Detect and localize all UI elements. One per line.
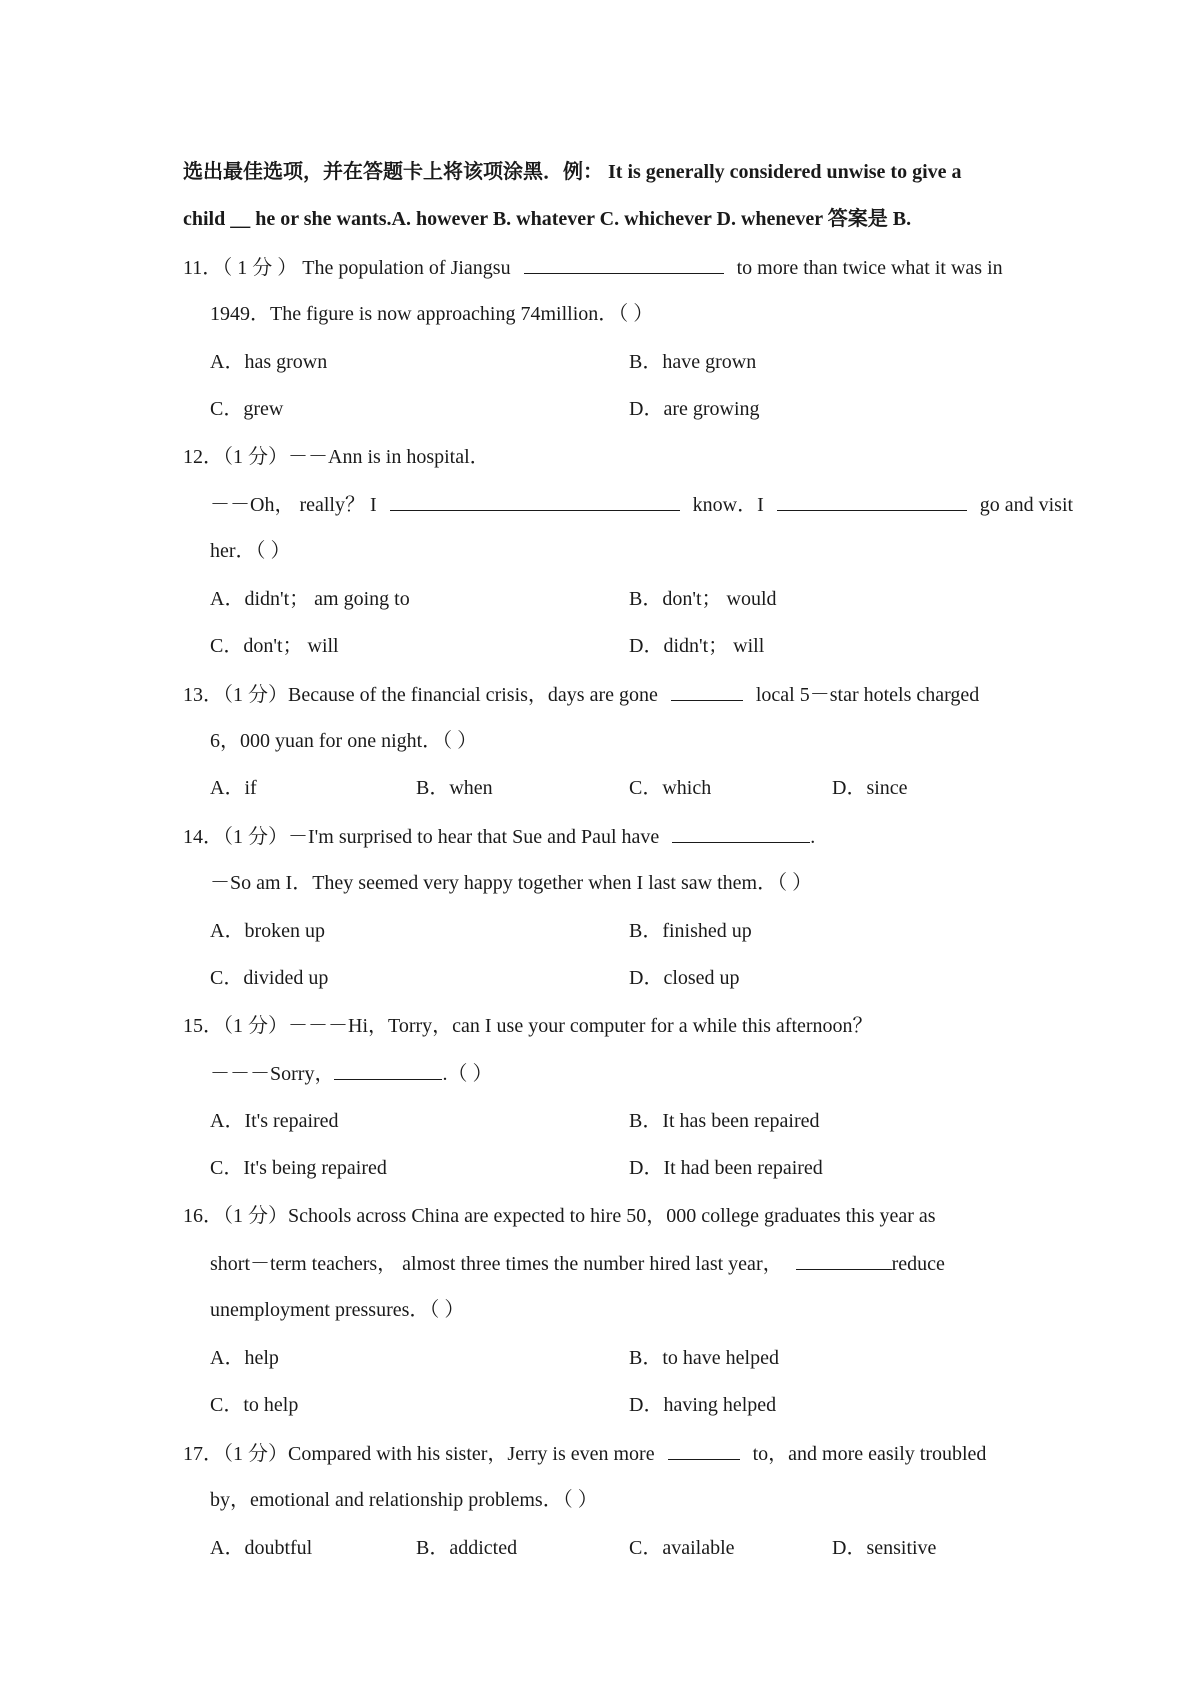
question-12-option-d[interactable]: D．didn't； will — [629, 635, 765, 657]
question-17-option-a[interactable]: A．doubtful — [210, 1537, 313, 1559]
answer-blank — [334, 1061, 442, 1080]
question-score: （1 分） — [223, 1015, 288, 1037]
question-number: 14． — [183, 826, 223, 848]
question-15-option-b[interactable]: B．It has been repaired — [629, 1110, 820, 1132]
instruction-line-2: child __ he or she wants.A. however B. whatever C. whichever D. whenever 答案是 B. — [183, 208, 912, 230]
question-number: 17． — [183, 1443, 223, 1465]
question-14-option-a[interactable]: A．broken up — [210, 920, 325, 942]
question-score: （ 1 分 ） — [222, 257, 298, 279]
question-11-option-b[interactable]: B．have grown — [629, 351, 757, 373]
answer-blank — [796, 1251, 892, 1270]
question-16-option-d[interactable]: D．having helped — [629, 1394, 777, 1416]
question-score: （1 分） — [223, 446, 288, 468]
question-14-line-2: －So am I．They seemed very happy together when I last saw them．（ ） — [210, 872, 813, 894]
question-15-option-a[interactable]: A．It's repaired — [210, 1110, 339, 1132]
answer-blank — [524, 255, 724, 274]
question-text: Compared with his sister，Jerry is even more — [288, 1443, 655, 1465]
question-number: 13． — [183, 684, 223, 706]
question-score: （1 分） — [223, 826, 288, 848]
question-15-option-c[interactable]: C．It's being repaired — [210, 1157, 387, 1179]
question-13-option-c[interactable]: C．which — [629, 777, 712, 799]
question-11-option-d[interactable]: D．are growing — [629, 398, 760, 420]
question-15-option-d[interactable]: D．It had been repaired — [629, 1157, 823, 1179]
question-text: short－term teachers， almost three times the number hired last year， — [210, 1253, 783, 1275]
question-13-option-d[interactable]: D．since — [832, 777, 908, 799]
question-16-option-a[interactable]: A．help — [210, 1347, 279, 1369]
question-number: 15． — [183, 1015, 223, 1037]
question-text: Schools across China are expected to hire 50，000 college graduates this year as — [288, 1205, 936, 1227]
question-text: －I'm surprised to hear that Sue and Paul have — [288, 826, 660, 848]
question-12-option-b[interactable]: B．don't； would — [629, 588, 777, 610]
question-text: －－－Sorry， — [210, 1063, 335, 1085]
question-text: to more than twice what it was in — [736, 257, 1003, 279]
question-text: Because of the financial crisis，days are gone — [288, 684, 658, 706]
question-text: －－Oh， really？ I — [210, 494, 377, 516]
question-text: .（ ） — [442, 1063, 493, 1085]
question-11-option-a[interactable]: A．has grown — [210, 351, 328, 373]
question-12-line-3: her．（ ） — [210, 540, 291, 562]
question-13-option-b[interactable]: B．when — [416, 777, 493, 799]
answer-blank — [390, 492, 680, 511]
answer-blank — [672, 824, 810, 843]
question-text: －－－Hi，Torry，can I use your computer for a while this afternoon？ — [288, 1015, 873, 1037]
instruction-line-1: 选出最佳选项，并在答题卡上将该项涂黑．例： It is generally considered unwise to give a — [183, 161, 962, 183]
question-text: know．I — [692, 494, 764, 516]
question-16-line-1 — [183, 1204, 936, 1228]
question-16-line-2 — [210, 1251, 945, 1276]
question-17-option-c[interactable]: C．available — [629, 1537, 735, 1559]
question-14-option-b[interactable]: B．finished up — [629, 920, 752, 942]
question-text: . — [810, 826, 816, 848]
question-16-option-b[interactable]: B．to have helped — [629, 1347, 779, 1369]
question-11-line-2: 1949．The figure is now approaching 74million．（ ） — [210, 303, 654, 325]
question-text: local 5－star hotels charged — [755, 684, 980, 706]
question-score: （1 分） — [223, 1205, 288, 1227]
question-17-line-1 — [183, 1441, 986, 1466]
question-12-line-2 — [210, 492, 1073, 517]
question-14-option-d[interactable]: D．closed up — [629, 967, 740, 989]
question-text: reduce — [891, 1253, 945, 1275]
question-12-option-c[interactable]: C．don't； will — [210, 635, 339, 657]
question-15-line-2 — [210, 1061, 492, 1086]
question-14-option-c[interactable]: C．divided up — [210, 967, 329, 989]
answer-blank — [668, 1441, 740, 1460]
question-text: The population of Jiangsu — [302, 257, 511, 279]
question-number: 12． — [183, 446, 223, 468]
answer-blank — [777, 492, 967, 511]
question-17-option-d[interactable]: D．sensitive — [832, 1537, 937, 1559]
question-score: （1 分） — [223, 1443, 288, 1465]
question-11-option-c[interactable]: C．grew — [210, 398, 284, 420]
question-13-option-a[interactable]: A．if — [210, 777, 257, 799]
question-14-line-1 — [183, 824, 815, 849]
question-score: （1 分） — [223, 684, 288, 706]
question-text: go and visit — [979, 494, 1074, 516]
question-text: －－Ann is in hospital． — [288, 446, 490, 468]
answer-blank — [671, 682, 743, 701]
question-text: to，and more easily troubled — [752, 1443, 987, 1465]
question-number: 16． — [183, 1205, 223, 1227]
question-15-line-1 — [183, 1014, 873, 1038]
question-17-line-2: by，emotional and relationship problems．（ ） — [210, 1489, 598, 1511]
question-12-line-1 — [183, 445, 490, 469]
question-number: 11． — [183, 257, 223, 279]
question-11-line-1 — [183, 255, 1003, 280]
question-13-line-2: 6，000 yuan for one night．（ ） — [210, 730, 478, 752]
question-13-line-1 — [183, 682, 979, 707]
question-17-option-b[interactable]: B．addicted — [416, 1537, 518, 1559]
question-12-option-a[interactable]: A．didn't； am going to — [210, 588, 410, 610]
question-16-option-c[interactable]: C．to help — [210, 1394, 299, 1416]
question-16-line-3: unemployment pressures．（ ） — [210, 1299, 465, 1321]
